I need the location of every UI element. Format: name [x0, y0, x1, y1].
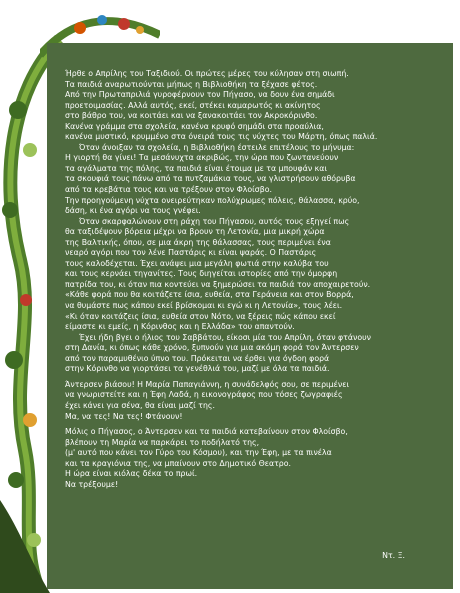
paragraph-1: Ήρθε ο Απρίλης του Ταξιδιού. Οι πρώτες μέρες του κύλησαν στη σιωπή. Τα παιδιά αναρωτιούνται μήπως η Βιβλιοθήκη τα ξέχασε φέτος. Από την Πρωταπριλιά γυροφέρνουν τον Πήγασο, να δουν ένα σημάδι προετοιμασίας. Αλλά αυτός, εκεί, στέκει καμαρωτός κι ακίνητος στο βάθρο του, να κοιτάει και να ξανακοιτάει τον Ακροκόρινθο. Κανένα γράμμα στα σχολεία, κανένα κρυφό σημάδι στα προαύλια, κανένα μυστικό, κρυμμένο στα όνειρά τους τις νύχτες του Μάρτη, όπως παλιά. — [65, 69, 378, 142]
paragraph-5: Άντερσεν βιάσου! Η Μαρία Παπαγιάννη, η συνάδελφός σου, σε περιμένει να γνωριστείτε και η Έφη Λαδά, η εικονογράφος που τόσες ζωγραφιές έχει κάνει για σένα, θα είναι μαζί της. Μα, να τες! Να τες! Φτάνουν! — [65, 379, 350, 421]
paragraph-2: Όταν άνοιξαν τα σχολεία, η Βιβλιοθήκη έστειλε επιτέλους το μήνυμα: Η γιορτή θα γίνει! Τα μεσάνυχτα ακριβώς, την ώρα που ζωντανεύουν τα αγάλματα της πόλης, τα παιδιά είναι έτοιμα με τα μπουφάν και τα σκουφιά τους πάνω από τα πυτζαμάκια τους, να γλιστρήσουν αθόρυβα από τα κρεβάτια τους και να τρέξουν στον Φλοίσβο. Την προηγούμενη νύχτα ονειρεύτηκαν πολύχρωμες πόλεις, θάλασσα, κρύο, δάση, κι ένα αγόρι να τους γνέφει. — [65, 142, 360, 216]
paragraph-4: Έχει ήδη βγει ο ήλιος του Σαββάτου, είκοσι μία του Απρίλη, όταν φτάνουν στη Δανία, κι όπως κάθε χρόνο, ξυπνούν για μια ακόμη φορά τον Άντερσεν από τον παραμυθένιο ύπνο του. Πρόκειται να έρθει για όγδοη φορά στην Κόρινθο να γιορτάσει τα γενέθλιά του, μαζί με όλα τα παιδιά. — [65, 332, 371, 374]
text-panel — [47, 43, 453, 589]
paragraph-3: Όταν σκαρφαλώνουν στη ράχη του Πήγασου, αυτός τους εξηγεί πως θα ταξιδέψουν βόρεια μέχρι να βρουν τη Λετονία, μια μικρή χώρα της Βαλτικής, όπου, σε μια άκρη της θάλασσας, τους περιμένει ένα νεαρό αγόρι που τον λένε Παστάρις κι είναι ψαράς. Ο Παστάρις τους καλοδέχεται. Έχει ανάψει μια μεγάλη φωτιά στην καλύβα του και τους κερνάει τηγανίτες. Τους διηγείται ιστορίες από την όμορφη πατρίδα του, κι όταν πια κοντεύει να ξημερώσει τα παιδιά τον αποχαιρετούν. «Κάθε φορά που θα κοιτάζετε ίσια, ευθεία, στα Γεράνεια και στον Βορρά, να θυμάστε πως κάπου εκεί βρίσκομαι κι εγώ κι η Λετονία», τους λέει. «Κι όταν κοιτάζεις ίσια, ευθεία στον Νότο, να ξέρεις πώς κάπου εκεί είμαστε κι εμείς, η Κόρινθος και η Ελλάδα» του απαντούν. — [65, 216, 371, 332]
paragraph-6: Μόλις ο Πήγασος, ο Άντερσεν και τα παιδιά κατεβαίνουν στον Φλοίσβο, βλέπουν τη Μαρία να παρκάρει το ποδήλατό της, (μ' αυτό που κάνει τον Γύρο του Κόσμου), και την Έφη, με τα πινέλα και τα κραγιόνια της, να μπαίνουν στο Δημοτικό Θεατρο. Η ώρα είναι κιόλας δέκα το πρωί. Να τρέξουμε! — [65, 427, 348, 489]
signature: Ντ. Ξ. — [382, 551, 405, 561]
